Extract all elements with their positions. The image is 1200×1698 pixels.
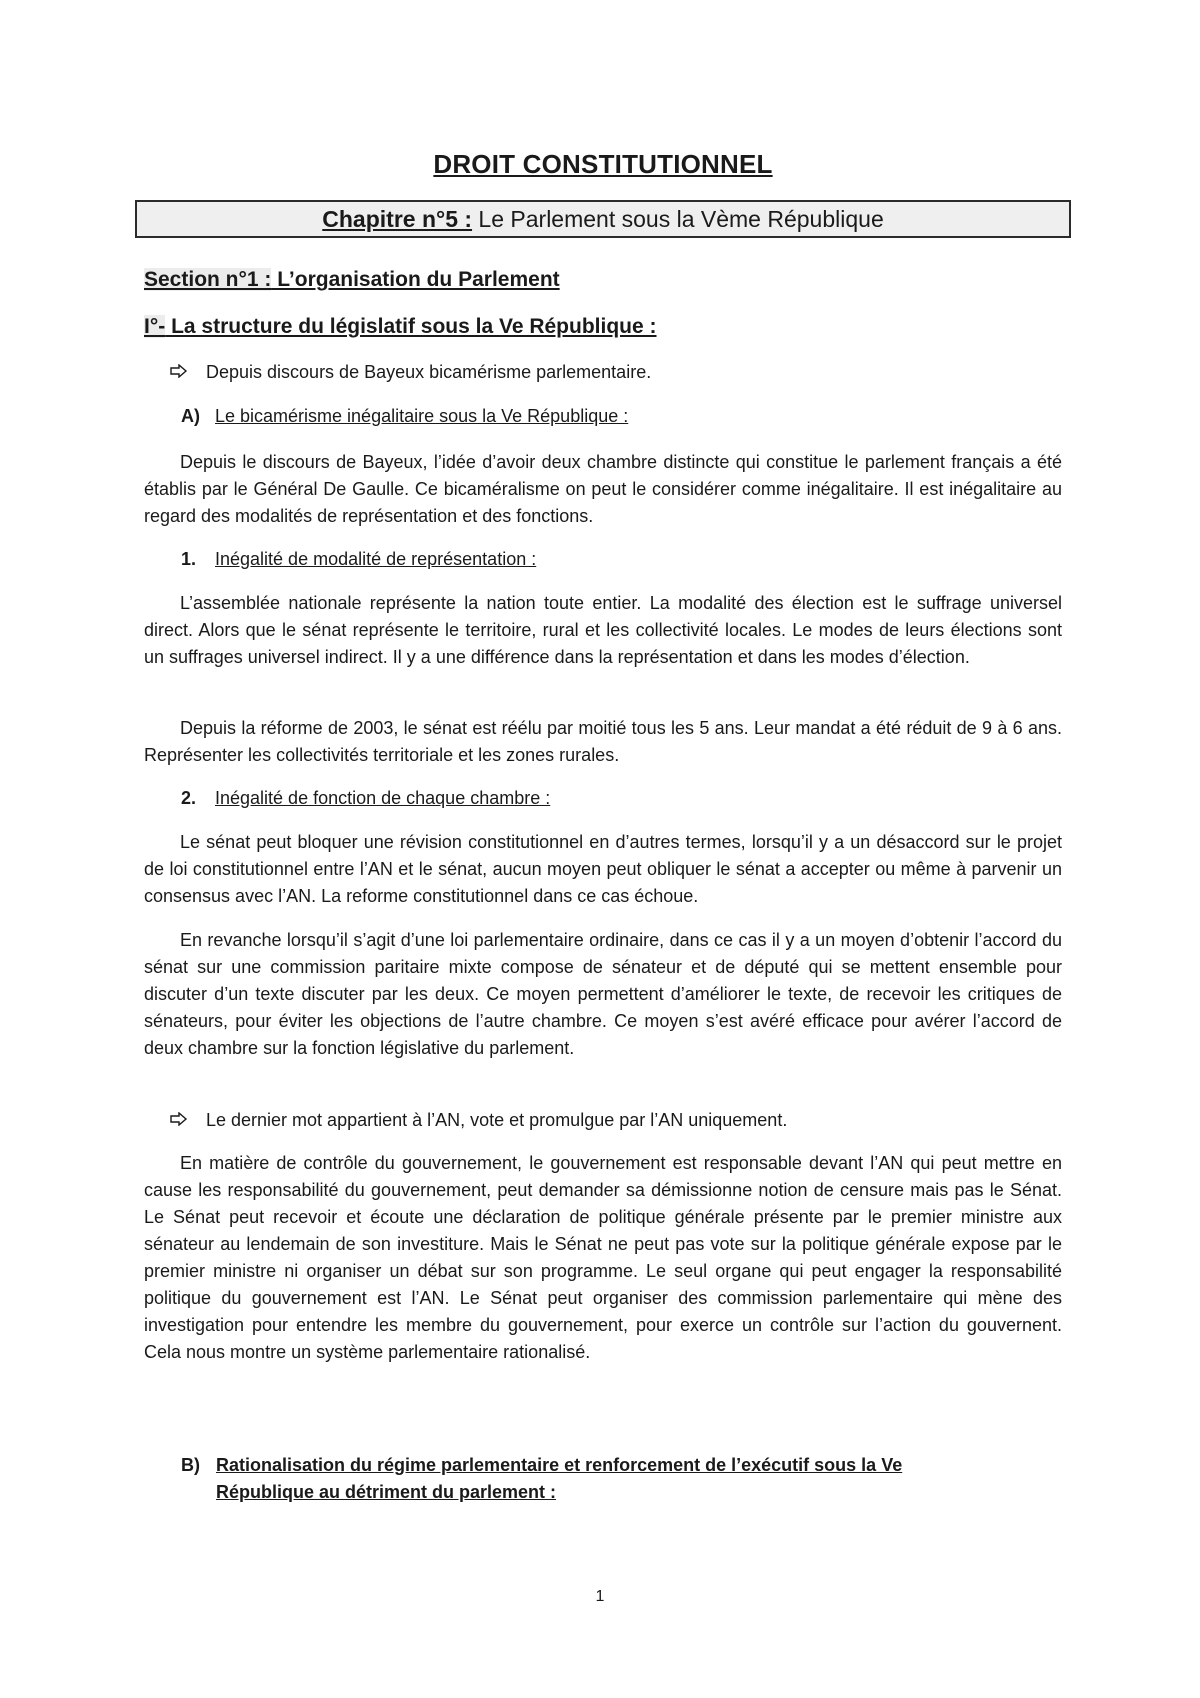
subheading-letter: A) [181,406,200,426]
subheading-2 [144,788,550,809]
chapter-label: Chapitre n°5 : [322,205,473,232]
arrow-right-icon [170,1110,206,1131]
bullet-line [144,362,651,383]
part-heading [144,315,657,339]
subheading-text: Rationalisation du régime parlementaire et renforcement de l’exécutif sous la Ve République au détriment du parlement : [216,1455,903,1502]
subheading-a [144,406,628,427]
chapter-title: Le Parlement sous la Vème République [472,205,884,232]
subheading-text: Inégalité de fonction de chaque chambre : [215,788,551,808]
bullet-text: Depuis discours de Bayeux bicamérisme parlementaire. [206,362,652,382]
part-number: I°- [144,315,166,338]
paragraph: Depuis le discours de Bayeux, l’idée d’avoir deux chambre distincte qui constitue le parlement français a été établis par le Général De Gaulle. Ce bicaméralisme on peut le considérer comme inégalitaire. Il est inégalitaire au regard des modalités de représentation et des fonctions. [144,452,1062,526]
subheading-text: Inégalité de modalité de représentation : [215,549,537,569]
subheading-letter: B) [181,1455,200,1475]
page-number: 1 [595,1588,605,1605]
section-title: L’organisation du Parlement [271,268,560,291]
section-heading [144,268,560,292]
section-label: Section n°1 : [144,268,272,291]
subheading-number: 1. [181,549,197,569]
bullet-line [144,1110,787,1131]
paragraph: Le sénat peut bloquer une révision constitutionnel en d’autres termes, lorsqu’il y a un désaccord sur le projet de loi constitutionnel entre l’AN et le sénat, aucun moyen peut obliquer le sénat a accepter ou même à parvenir un consensus avec l’AN. La reforme constitutionnel dans ce cas échoue. [144,832,1062,906]
part-title: La structure du législatif sous la Ve République : [165,315,657,338]
subheading-text: Le bicamérisme inégalitaire sous la Ve République : [215,406,629,426]
paragraph: Depuis la réforme de 2003, le sénat est réélu par moitié tous les 5 ans. Leur mandat a été réduit de 9 à 6 ans. Représenter les collectivités territoriale et les zones rurales. [144,718,1062,765]
subheading-number: 2. [181,788,197,808]
paragraph: L’assemblée nationale représente la nation toute entier. La modalité des élection est le suffrage universel direct. Alors que le sénat représente le territoire, rural et les collectivité locales. Le modes de leurs élections sont un suffrages universel indirect. Il y a une différence dans la représentation et dans les modes d’élection. [144,593,1062,667]
paragraph: En revanche lorsqu’il s’agit d’une loi parlementaire ordinaire, dans ce cas il y a un moyen d’obtenir l’accord du sénat sur une commission paritaire mixte compose de sénateur et de député qui se mettent ensemble pour discuter d’un texte discuter par les deux. Ce moyen permettent d’améliorer le texte, de recevoir les critiques de sénateurs, pour éviter les objections de l’autre chambre. Ce moyen s’est avéré efficace pour avérer l’accord de deux chambre sur la fonction législative du parlement. [144,930,1062,1058]
bullet-text: Le dernier mot appartient à l’AN, vote et promulgue par l’AN uniquement. [206,1110,788,1130]
arrow-right-icon [170,362,206,383]
document-title: DROIT CONSTITUTIONNEL [433,149,773,179]
chapter-heading-box [135,200,1071,238]
subheading-1 [144,549,536,570]
paragraph: En matière de contrôle du gouvernement, le gouvernement est responsable devant l’AN qui peut mettre en cause les responsabilité du gouvernement, peut demander sa démissionne notion de censure mais pas le Sénat. Le Sénat peut recevoir et écoute une déclaration de politique générale présente par le premier ministre aux sénateur au lendemain de son investiture. Mais le Sénat ne peut pas vote sur la politique générale expose par le premier ministre ni organiser un débat sur son programme. Le seul organe qui peut engager la responsabilité politique du gouvernement est l’AN. Le Sénat peut organiser des commission parlementaire qui mène des investigation pour entendre les membre du gouvernement, pour exerce un contrôle sur l’action du gouvernent. Cela nous montre un système parlementaire rationalisé. [144,1153,1062,1362]
